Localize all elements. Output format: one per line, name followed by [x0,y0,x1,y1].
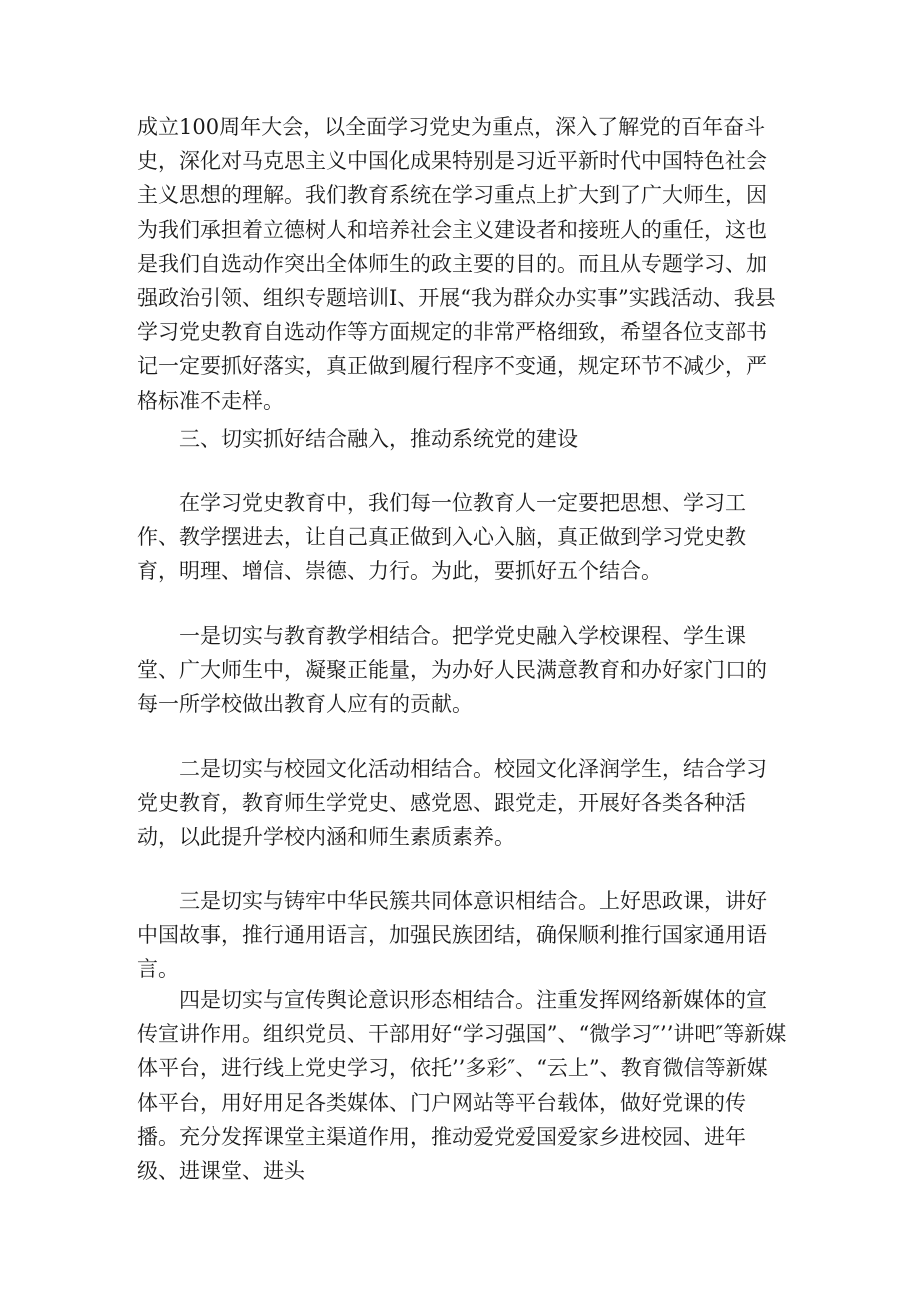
paragraph-point-3: 三是切实与铸牢中华民簇共同体意识相结合。上好思政课，讲好中国故事，推行通用语言，加强民族团结，确保顺利推行国家通用语言。 [137,889,767,982]
paragraph-point-2: 二是切实与校园文化活动相结合。校园文化泽润学生，结合学习党史教育，教育师生学党史、感党恩、跟党走，开展好各类各种活动，以此提升学校内涵和师生素质素养。 [137,757,767,850]
section-heading: 三、切实抓好结合融入，推动系统党的建设 [179,427,578,451]
paragraph-intro: 在学习党史教育中，我们每一位教育人一定要把思想、学习工作、教学摆进去，让自己真正做到入心入脑，真正做到学习党史教育，明理、增信、崇德、力行。为此，要抓好五个结合。 [137,491,746,584]
paragraph-point-4: 四是切实与宣传舆论意识形态相结合。注重发挥网络新媒体的宣传宣讲作用。组织党员、干部用好“学习强国”、“微学习″’’讲吧″等新媒体平台，进行线上党史学习，依托’’多彩″、“云上”、教育微信等新媒体平台，用好用足各类媒体、门户网站等平台载体，做好党课的传播。充分发挥课堂主渠道作用，推动爱党爱国爱家乡进校园、进年级、进课堂、进头 [137,988,787,1184]
paragraph-continuation: 成立100周年大会，以全面学习党史为重点，深入了解党的百年奋斗史，深化对马克思主义中国化成果特别是习近平新时代中国特色社会主义思想的理解。我们教育系统在学习重点上扩大到了广大师生，因为我们承担着立德树人和培养社会主义建设者和接班人的重任，这也是我们自选动作突出全体师生的政主要的目的。而且从专题学习、加强政治引领、组织专题培训I、开展“我为群众办实事”实践活动、我县学习党史教育自选动作等方面规定的非常严格细致，希望各位支部书记一定要抓好落实，真正做到履行程序不变通，规定环节不减少，严格标准不走样。 [137,115,776,413]
paragraph-point-1: 一是切实与教育教学相结合。把学党史融入学校课程、学生课堂、广大师生中，凝聚正能量，为办好人民满意教育和办好家门口的每一所学校做出教育人应有的贡献。 [137,624,767,717]
